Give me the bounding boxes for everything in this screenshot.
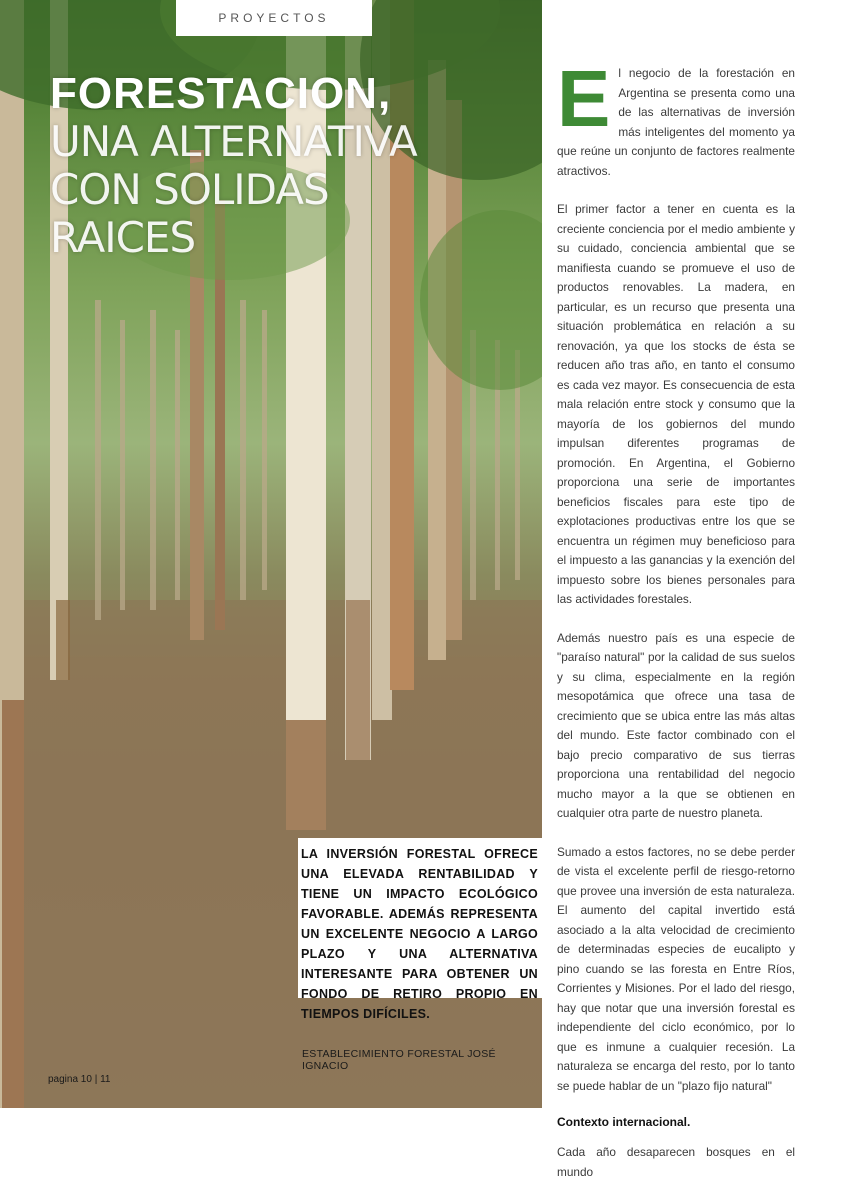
title-line-2: UNA ALTERNATIVA — [50, 117, 417, 166]
paragraph-1-text: l negocio de la forestación en Argentina se presenta como una de las alternativas de inversión más inteligentes del momento ya que reúne un conjunto de factores realmente atractivos. — [557, 66, 795, 178]
paragraph-5: Cada año desaparecen bosques en el mundo — [557, 1145, 795, 1179]
paragraph-2: El primer factor a tener en cuenta es la creciente conciencia por el medio ambiente y su cuidado, conciencia ambiental que se manifiesta cuando se promueve el uso de productos renovables. La madera, en particular, es un recurso que presenta una situación problemática en relación a su renovación, ya que los stocks de ésta se reducen año tras año, en tanto el consumo es cada vez mayor. Es consecuencia de esta mala relación entre stock y consumo que la mayoría de los gobiernos del mundo impulsan diferentes programas de promoción. En Argentina, el Gobierno proporciona una serie de importantes beneficios fiscales para este tipo de explotaciones productivas entre los que se encuentra un régimen muy beneficioso para el impuesto a las ganancias y la exención del impuesto sobre los bienes personales para las actividades forestales. — [557, 202, 795, 606]
article-title — [50, 70, 470, 262]
pull-quote-text: LA INVERSIÓN FORESTAL OFRECE UNA ELEVADA RENTABILIDAD Y TIENE UN IMPACTO ECOLÓGICO FAVORABLE. ADEMÁS REPRESENTA UN EXCELENTE NEGOCIO A LARGO PLAZO Y UNA ALTERNATIVA INTERESANTE PARA OBTENER UN FONDO DE RETIRO PROPIO EN TIEMPOS DIFÍCILES. — [301, 847, 538, 1021]
paragraph-3: Además nuestro país es una especie de "paraíso natural" por la calidad de sus suelos y su clima, especialmente en la región mesopotámica que ofrece una tasa de crecimiento que se ubica entre las más altas del mundo. Este factor combinado con el bajo precio comparativo de sus tierras proporciona una rentabilidad del negocio mucho mayor a la que se obtienen en cualquier otra parte de nuestro planeta. — [557, 630, 795, 820]
section-label-text: PROYECTOS — [218, 11, 330, 25]
title-line-3: CON SOLIDAS — [50, 165, 329, 214]
photo-caption: ESTABLECIMIENTO FORESTAL JOSÉ IGNACIO — [302, 1048, 496, 1072]
pull-quote — [298, 838, 542, 1021]
title-line-1: FORESTACION, — [50, 69, 392, 118]
subheading: Contexto internacional. — [557, 1115, 691, 1129]
section-label — [176, 0, 372, 36]
paragraph-1 — [557, 54, 795, 181]
article-body — [557, 54, 795, 1201]
page-number: pagina 10 | 11 — [48, 1074, 111, 1085]
title-line-4: RAICES — [50, 213, 196, 262]
paragraph-4: Sumado a estos factores, no se debe perder de vista el excelente perfil de riesgo-retorno que provee una inversión de esta naturaleza. El aumento del capital invertido está asociado a la alta velocidad de crecimiento de determinadas especies de eucalipto y pino cuando se las foresta en Entre Ríos, Corrientes y Misiones. Por el lado del riesgo, hay que notar que una inversión forestal es independiente del ciclo económico, por lo que es inmune a cualquier recesión. La naturaleza se encarga del resto, por lo tanto se puede hablar de un "plazo fijo natural" — [557, 844, 795, 1093]
drop-cap: E — [557, 54, 611, 143]
